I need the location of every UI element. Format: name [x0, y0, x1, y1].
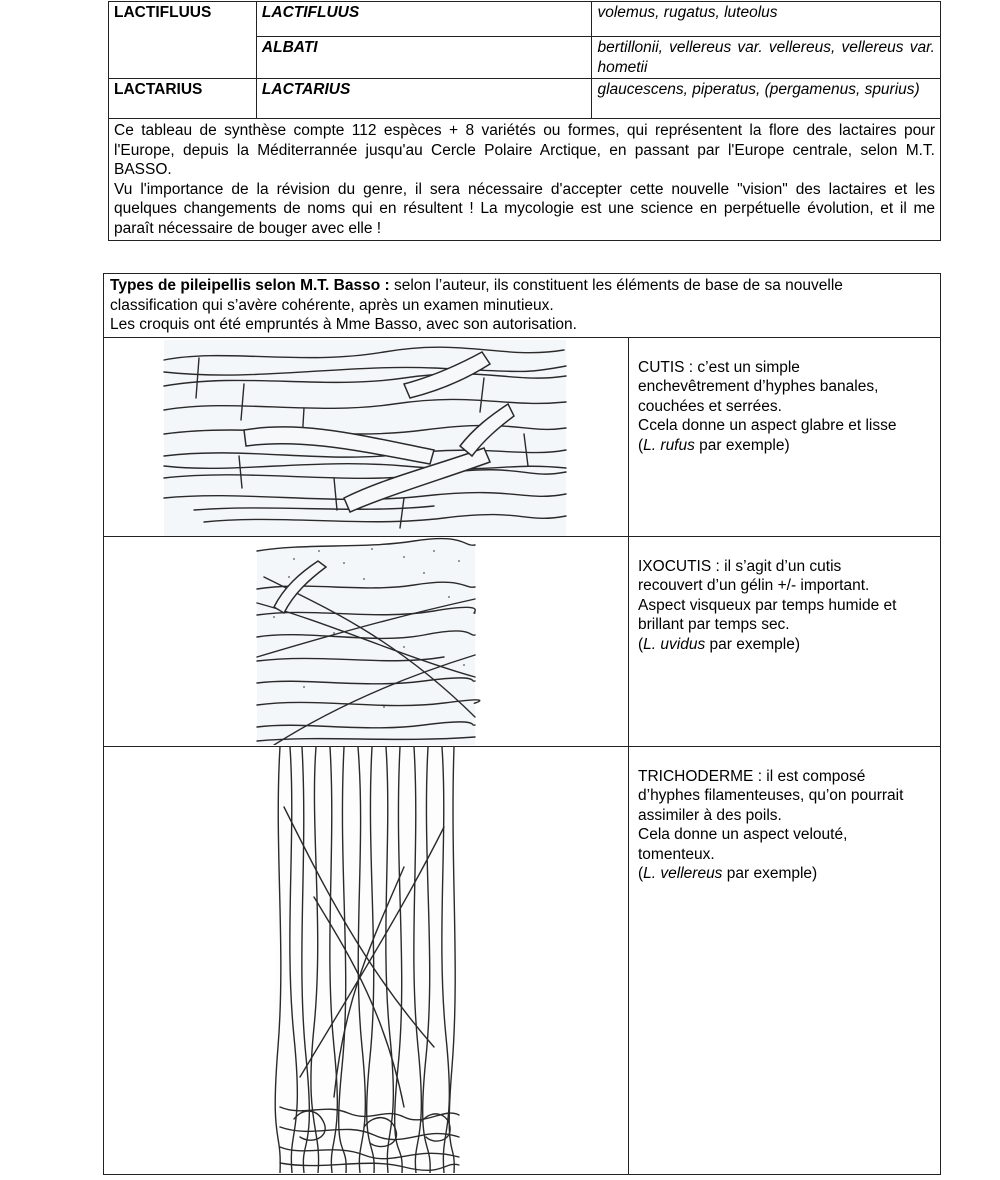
ixocutis-description — [629, 536, 941, 746]
desc-line: d’hyphes filamenteuses, qu’on pourrait — [638, 787, 904, 804]
example-species: L. rufus — [643, 436, 695, 454]
paren-open: ( — [638, 635, 644, 653]
cutis-description — [629, 337, 941, 536]
image-cell — [104, 337, 629, 536]
desc-line: brillant par temps sec. — [638, 616, 790, 633]
image-cell — [104, 746, 629, 1174]
summary-paragraph: Vu l'importance de la révision du genre, il sera nécessaire d'accepter cette nouvelle "vision" des lactaires et les quelques changements de noms qui en résultent ! La mycologie est une science en perpétuelle évolution, et il me paraît nécessaire de bouger avec elle ! — [114, 180, 935, 237]
desc-line: couchées et serrées. — [638, 397, 782, 415]
table-row — [104, 746, 941, 1174]
species-cell: volemus, rugatus, luteolus — [592, 2, 941, 37]
desc-line: Ccela donne un aspect glabre et lisse — [638, 417, 897, 434]
table-row — [104, 274, 941, 338]
example-line — [638, 436, 932, 456]
genus-cell: LACTIFLUUS — [109, 2, 257, 79]
summary-cell — [109, 119, 941, 241]
example-species: L. vellereus — [643, 865, 723, 882]
intro-text: selon l’auteur, ils constituent les éléments de base de sa nouvelle classification qui s’avère cohérente, après un examen minutieux. — [110, 277, 843, 314]
example-suffix: par exemple) — [694, 436, 790, 454]
section-cell: ALBATI — [256, 37, 592, 79]
summary-paragraph: Ce tableau de synthèse compte 112 espèces + 8 variétés ou formes, qui représentent la flore des lactaires pour l'Europe, depuis la Méditerrannée jusqu'au Cercle Polaire Arctique, en passant par l'Europe centrale, selon M.T. BASSO. — [114, 122, 935, 178]
intro-cell — [104, 274, 941, 338]
example-line — [638, 635, 932, 655]
table-row — [109, 79, 941, 119]
trichoderme-sketch-icon — [104, 747, 628, 1173]
desc-line: enchevêtrement d’hyphes banales, — [638, 378, 879, 395]
example-suffix: par exemple) — [705, 635, 800, 653]
table-row — [109, 119, 941, 241]
trichoderme-description — [629, 746, 941, 1174]
desc-line: assimiler à des poils. — [638, 806, 782, 824]
desc-line: CUTIS : c’est un simple — [638, 358, 800, 376]
desc-line: TRICHODERME : il est composé — [638, 767, 866, 785]
table-row — [104, 536, 941, 746]
desc-line: tomenteux. — [638, 845, 715, 863]
intro-title: Types de pileipellis selon M.T. Basso : — [110, 277, 390, 294]
classification-table — [108, 1, 941, 241]
desc-line: Cela donne un aspect velouté, — [638, 826, 848, 843]
section-cell: LACTARIUS — [256, 79, 592, 119]
section-cell: LACTIFLUUS — [256, 2, 592, 37]
desc-line: Aspect visqueux par temps humide et — [638, 596, 897, 614]
example-suffix: par exemple) — [722, 865, 818, 882]
image-cell — [104, 536, 629, 746]
paren-open: ( — [638, 865, 644, 882]
intro-paragraph — [110, 276, 934, 315]
intro-credit: Les croquis ont été empruntés à Mme Basso, avec son autorisation. — [110, 316, 577, 333]
genus-cell: LACTARIUS — [109, 79, 257, 119]
table-row — [109, 2, 941, 37]
table-row — [104, 337, 941, 536]
example-species: L. uvidus — [643, 635, 706, 653]
paren-open: ( — [638, 436, 644, 454]
cutis-sketch-icon — [104, 338, 628, 536]
desc-line: recouvert d’un gélin +/- important. — [638, 577, 870, 594]
species-cell: glaucescens, piperatus, (pergamenus, spurius) — [592, 79, 941, 119]
species-cell: bertillonii, vellereus var. vellereus, vellereus var. hometii — [592, 37, 941, 79]
desc-line: IXOCUTIS : il s’agit d’un cutis — [638, 557, 842, 575]
pileipellis-table — [103, 273, 941, 1175]
ixocutis-sketch-icon — [104, 537, 628, 745]
example-line — [638, 864, 932, 884]
